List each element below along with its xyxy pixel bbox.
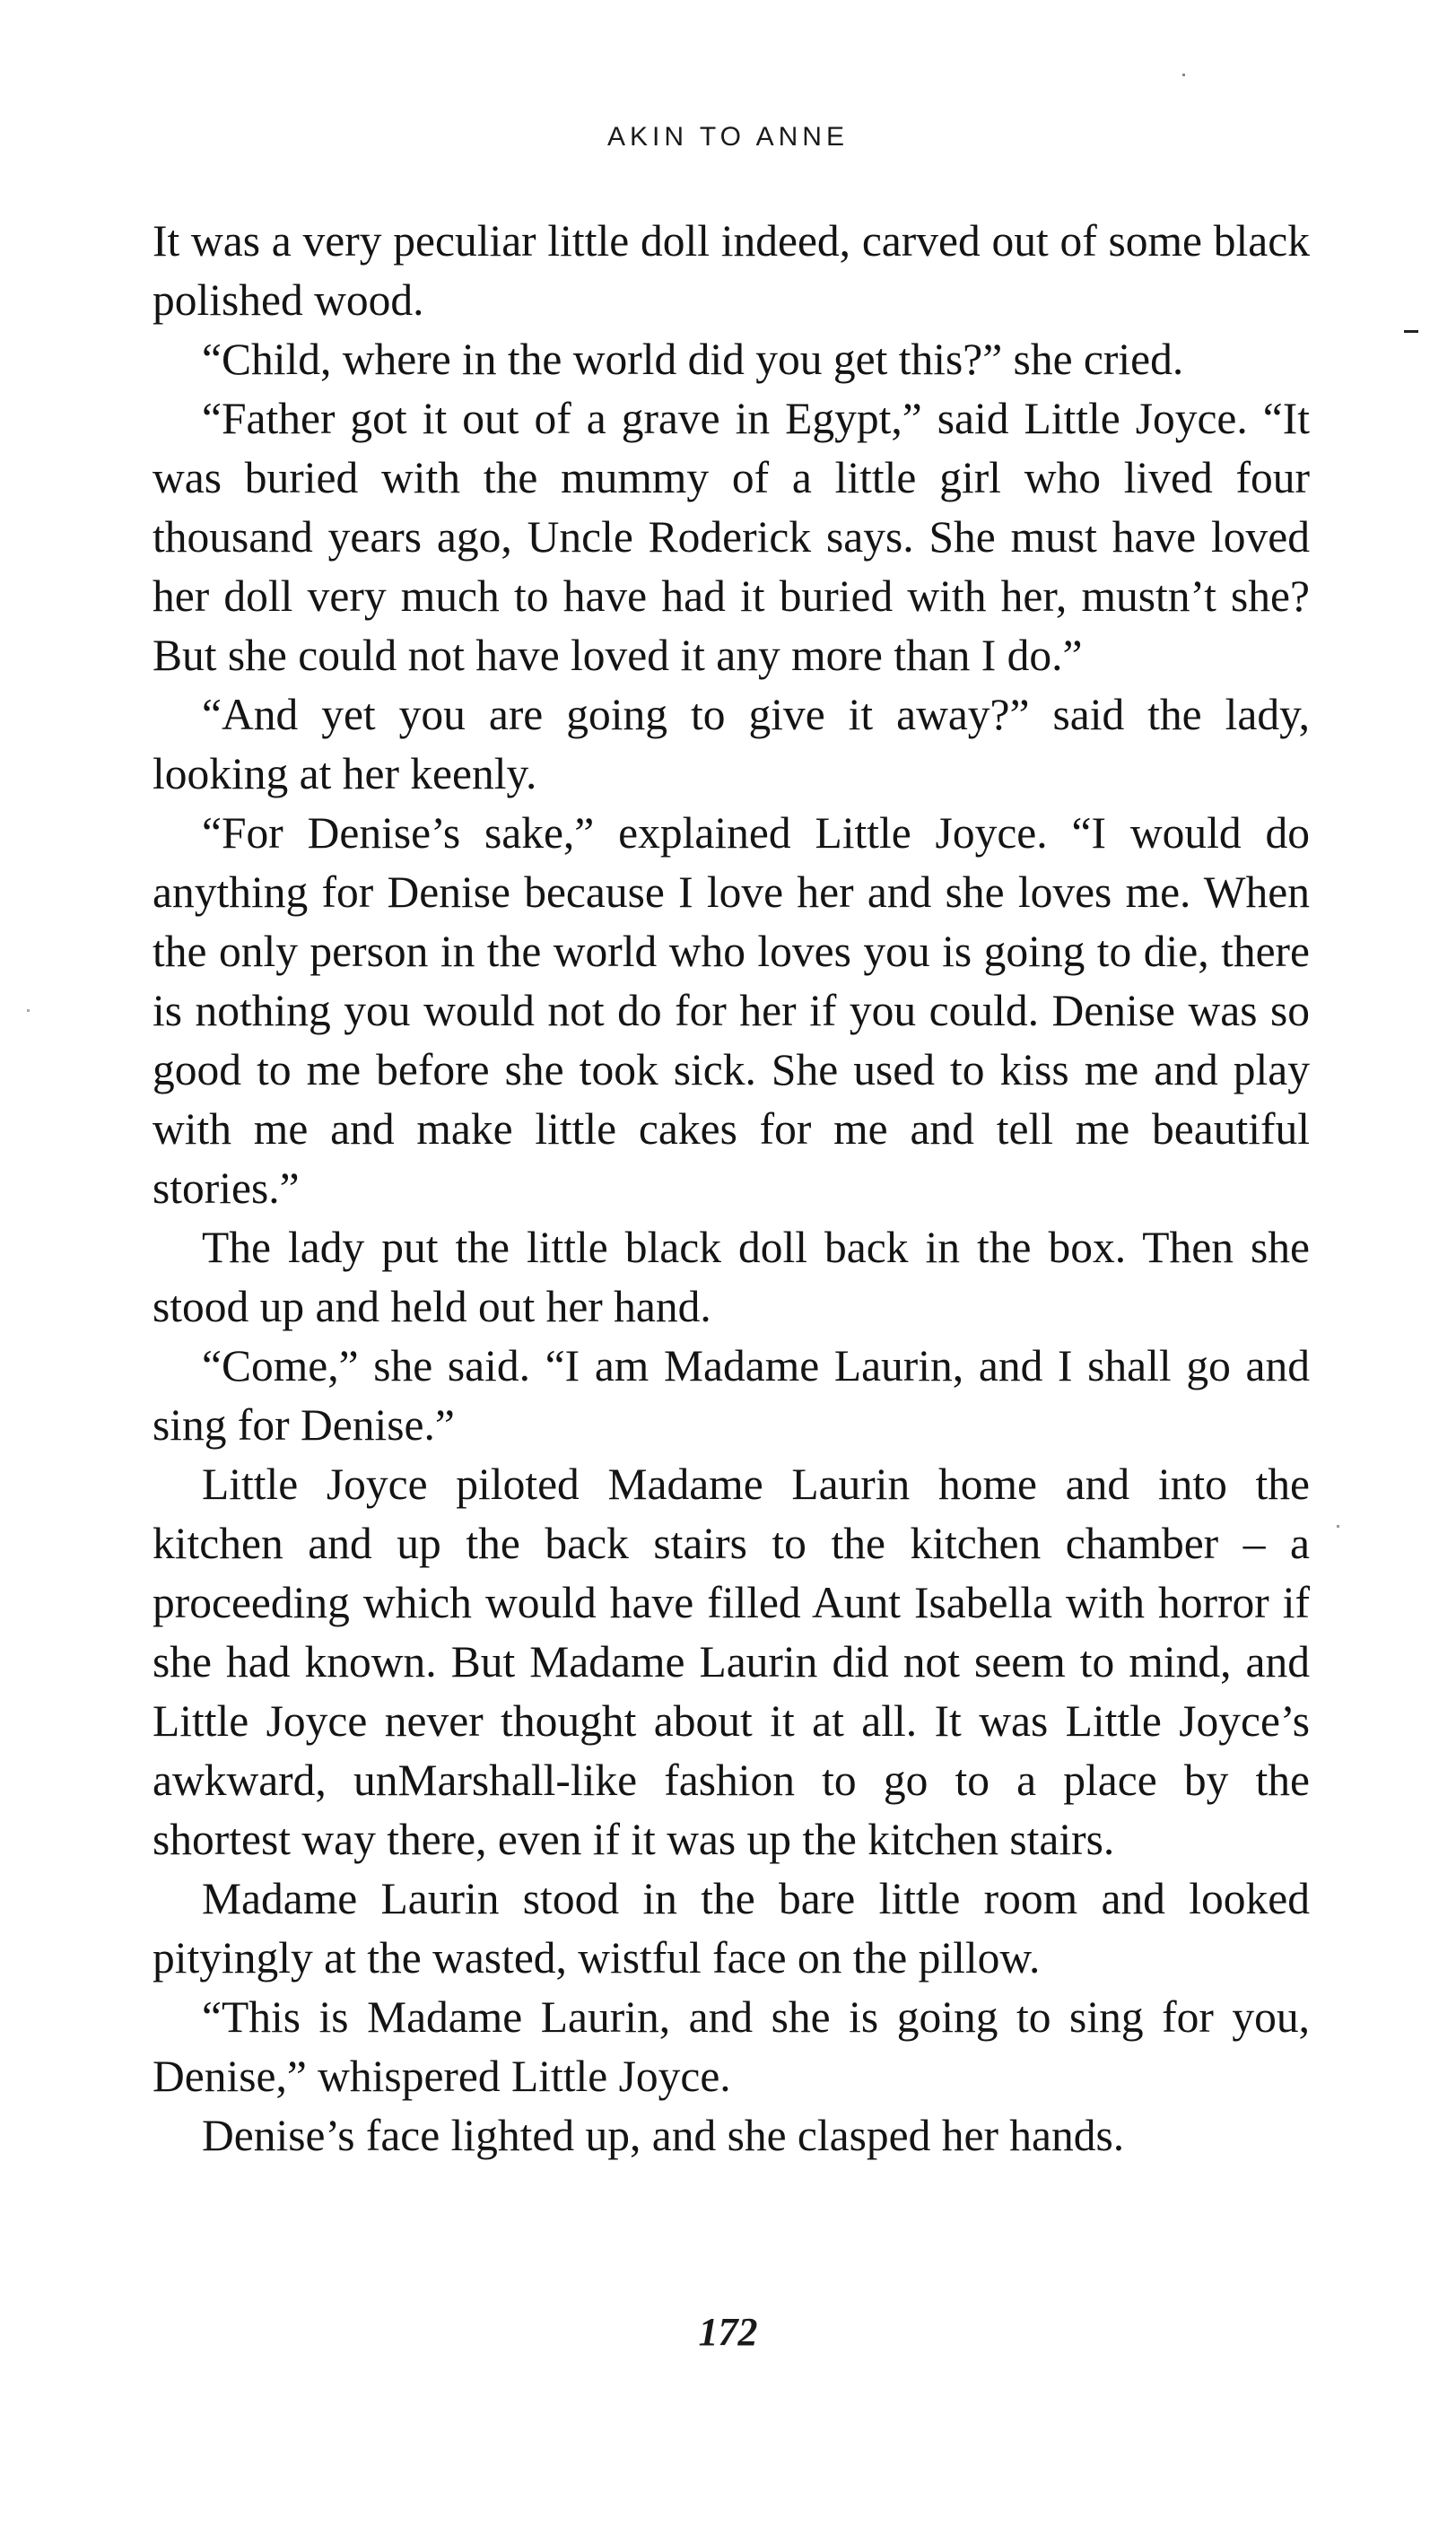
- page-number: 172: [698, 2310, 758, 2354]
- paragraph: Little Joyce piloted Madame Laurin home and into the kitchen and up the back stairs to the kitchen chamber – a proceeding which would have filled Aunt Isabella with horror if she had known. But Madame Laurin did not seem to mind, and Little Joyce never thought about it at all. It was Little Joyce’s awkward, unMarshall-like fashion to go to a place by the shortest way there, even if it was up the kitchen stairs.: [153, 1460, 1310, 1864]
- paragraph: “This is Madame Laurin, and she is going to sing for you, Denise,” whispered Little Joyce.: [153, 1992, 1310, 2101]
- paragraph: The lady put the little black doll back in the box. Then she stood up and held out her hand.: [153, 1223, 1310, 1331]
- paragraph: “Child, where in the world did you get this?” she cried.: [202, 335, 1184, 384]
- paragraph: “Come,” she said. “I am Madame Laurin, and I shall go and sing for Denise.”: [153, 1341, 1310, 1450]
- paragraph: It was a very peculiar little doll indeed, carved out of some black polished wood.: [153, 216, 1310, 325]
- body-text: [153, 212, 1310, 2166]
- running-head: AKIN TO ANNE: [607, 122, 849, 152]
- scan-mark: [27, 1009, 30, 1012]
- scan-mark: [1337, 1525, 1339, 1528]
- scan-mark: [1182, 74, 1185, 76]
- paragraph: “And yet you are going to give it away?” said the lady, looking at her keenly.: [153, 690, 1310, 798]
- scan-mark: [1404, 330, 1418, 333]
- paragraph: “Father got it out of a grave in Egypt,” said Little Joyce. “It was buried with the mummy of a little girl who lived four thousand years ago, Uncle Roderick says. She must have loved her doll very much to have had it buried with her, mustn’t she? But she could not have loved it any more than I do.”: [153, 394, 1310, 680]
- paragraph: Madame Laurin stood in the bare little room and looked pityingly at the wasted, wistful face on the pillow.: [153, 1874, 1310, 1983]
- paragraph: Denise’s face lighted up, and she clasped her hands.: [202, 2111, 1125, 2160]
- paragraph: “For Denise’s sake,” explained Little Joyce. “I would do anything for Denise because I love her and she loves me. When the only person in the world who loves you is going to die, there is nothing you would not do for her if you could. Denise was so good to me before she took sick. She used to kiss me and play with me and make little cakes for me and tell me beautiful stories.”: [153, 808, 1310, 1213]
